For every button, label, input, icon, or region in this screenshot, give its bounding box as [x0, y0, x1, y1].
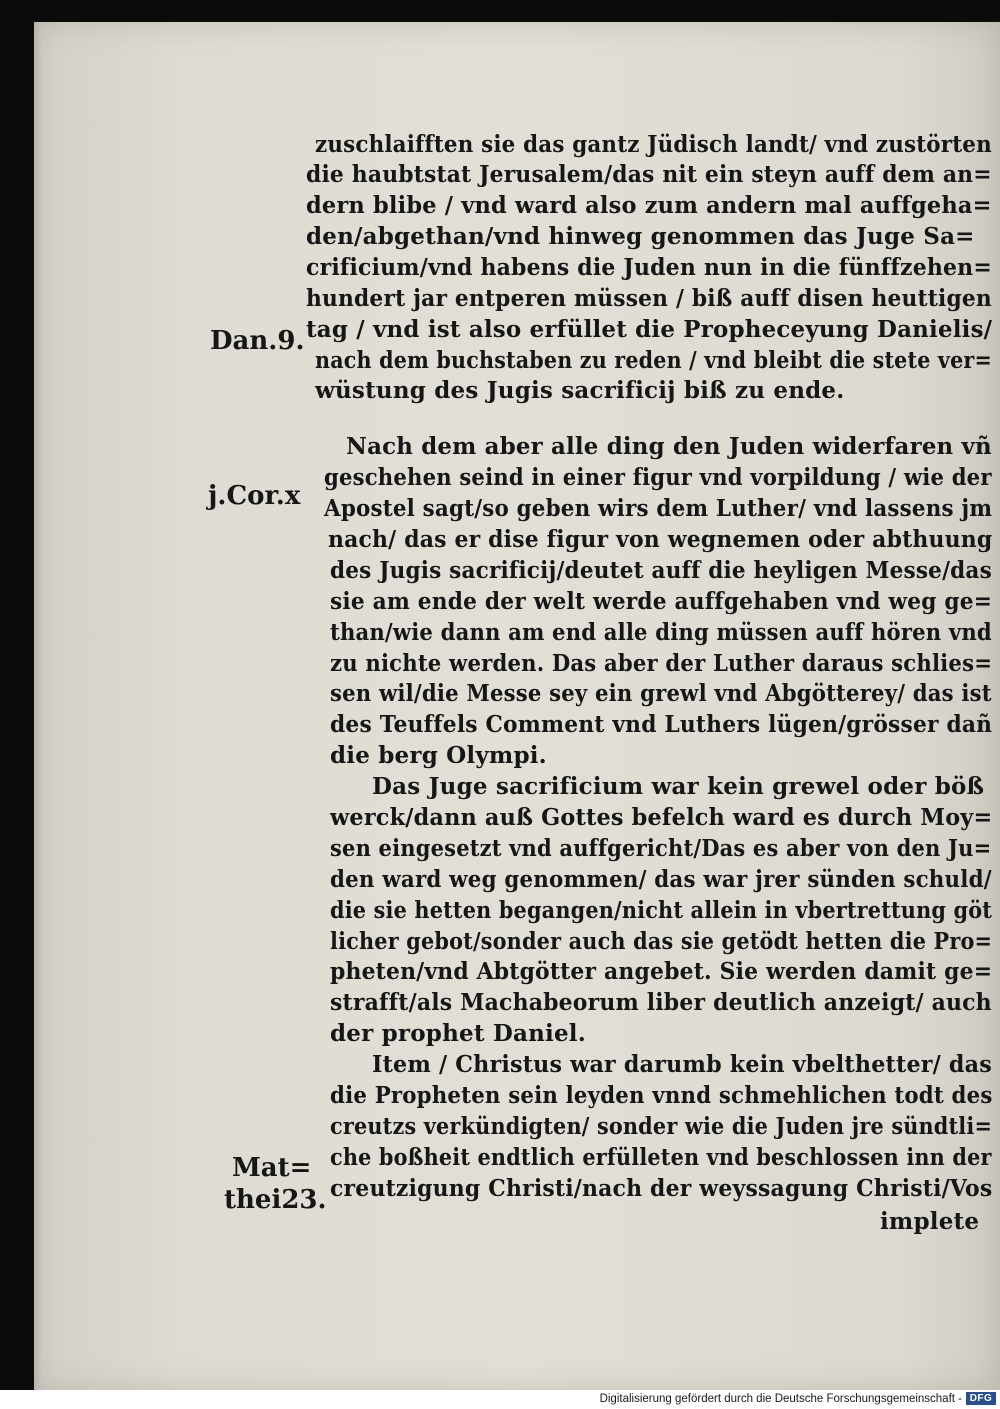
- text-line: geschehen seind in einer figur vnd vorpildung / wie der: [324, 464, 992, 491]
- text-line: licher gebot/sonder auch das sie getödt hetten die Pro=: [330, 928, 993, 955]
- text-line: wüstung des Jugis sacrificij biß zu ende.: [315, 377, 845, 404]
- text-line: crificium/vnd habens die Juden nun in die fünffzehen=: [306, 254, 992, 281]
- catchword: implete: [880, 1208, 980, 1235]
- text-line: der prophet Daniel.: [330, 1020, 586, 1047]
- page-text-block: [34, 22, 1000, 1390]
- text-line: des Teuffels Comment vnd Luthers lügen/grösser dañ: [330, 711, 993, 738]
- text-line: strafft/als Machabeorum liber deutlich anzeigt/ auch: [330, 989, 992, 1016]
- text-line: nach dem buchstaben zu reden / vnd bleibt die stete ver=: [315, 347, 992, 374]
- text-line: die sie hetten begangen/nicht allein in vbertrettung göt: [330, 897, 993, 924]
- margin-note-mat: Mat=: [232, 1153, 312, 1183]
- text-line: hundert jar entperen müssen / biß auff disen heuttigen: [306, 285, 992, 312]
- text-line: tag / vnd ist also erfüllet die Propheceyung Danielis/: [306, 316, 993, 343]
- footer-bar: [0, 1390, 1000, 1409]
- text-line: Item / Christus war darumb kein vbelthetter/ das: [372, 1051, 992, 1078]
- text-line: Nach dem aber alle ding den Juden widerfaren vñ: [346, 433, 992, 460]
- text-line: den ward weg genommen/ das war jrer sünden schuld/: [330, 866, 992, 893]
- dfg-logo: DFG: [966, 1392, 996, 1405]
- text-line: che boßheit endtlich erfülleten vnd beschlossen inn der: [330, 1144, 992, 1171]
- text-line: die haubtstat Jerusalem/das nit ein steyn auff dem an=: [306, 161, 992, 188]
- text-line: zu nichte werden. Das aber der Luther daraus schlies=: [330, 650, 993, 677]
- text-line: sen eingesetzt vnd auffgericht/Das es aber von den Ju=: [330, 835, 992, 862]
- text-line: Das Juge sacrificium war kein grewel oder böß: [372, 773, 985, 800]
- text-line: sie am ende der welt werde auffgehaben vnd weg ge=: [330, 588, 993, 615]
- funding-notice: Digitalisierung gefördert durch die Deutsche Forschungsgemeinschaft -: [599, 1393, 962, 1405]
- margin-note-cor: j.Cor.x: [208, 481, 301, 511]
- text-line: dern blibe / vnd ward also zum andern mal auffgeha=: [306, 192, 992, 219]
- text-line: sen wil/die Messe sey ein grewl vnd Abgötterey/ das ist: [330, 680, 992, 707]
- text-line: than/wie dann am end alle ding müssen auff hören vnd: [330, 619, 992, 646]
- text-line: die berg Olympi.: [330, 742, 547, 769]
- text-line: nach/ das er dise figur von wegnemen oder abthuung: [328, 526, 993, 553]
- text-line: creutzigung Christi/nach der weyssagung Christi/Vos: [330, 1175, 993, 1202]
- text-line: die Propheten sein leyden vnnd schmehlichen todt des: [330, 1082, 993, 1109]
- text-line: den/abgethan/vnd hinweg genommen das Juge Sa=: [306, 223, 975, 250]
- text-line: des Jugis sacrificij/deutet auff die heyligen Messe/das: [330, 557, 992, 584]
- text-line: zuschlaifften sie das gantz Jüdisch landt/ vnd zustörten: [315, 131, 992, 158]
- text-line: pheten/vnd Abtgötter angebet. Sie werden damit ge=: [330, 958, 993, 985]
- text-line: creutzs verkündigten/ sonder wie die Juden jre sündtli=: [330, 1113, 993, 1140]
- text-line: Apostel sagt/so geben wirs dem Luther/ vnd lassens jm: [324, 495, 993, 522]
- margin-note-thei: thei23.: [224, 1185, 327, 1215]
- text-line: werck/dann auß Gottes befelch ward es durch Moy=: [330, 804, 993, 831]
- margin-note-dan: Dan.9.: [210, 326, 305, 356]
- book-page: [34, 22, 1000, 1390]
